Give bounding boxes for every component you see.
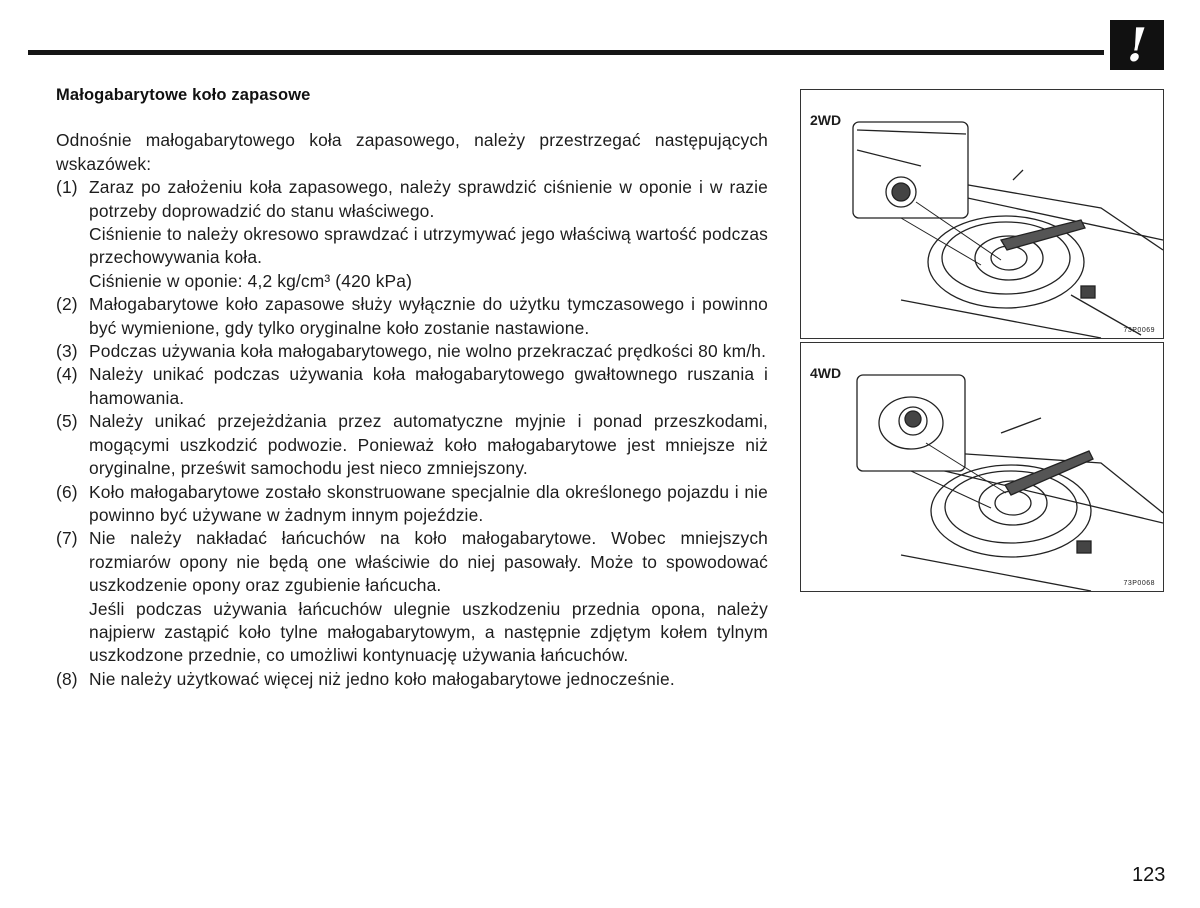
item-text: Nie należy użytkować więcej niż jedno koło małogabarytowe jednocześnie.	[89, 668, 675, 689]
item-number: (6)	[56, 481, 78, 502]
page-number: 123	[1132, 864, 1166, 886]
item-text: Podczas używania koła małogabarytowego, nie wolno przekraczać prędkości 80 km/h.	[89, 341, 767, 362]
spare-wheel-illustration-4wd	[801, 343, 1163, 591]
figure-label: 4WD	[810, 365, 842, 381]
item-text: Należy unikać podczas używania koła małogabarytowego gwałtownego ruszania i hamowania.	[89, 364, 768, 408]
figure-code: 73P0069	[1123, 327, 1155, 334]
main-text	[56, 84, 768, 691]
item-number: (7)	[56, 528, 78, 549]
list-item	[56, 176, 768, 293]
item-text: Jeśli podczas używania łańcuchów ulegnie uszkodzeniu przednia opona, należy najpierw zastąpić koło tylne małogabarytowym, a następnie zdjętym kołem tylnym uszkodzone przednie, co umożliwi kontynuację używania łańcuchów.	[89, 598, 768, 666]
item-number: (8)	[56, 668, 78, 689]
item-number: (2)	[56, 294, 78, 315]
warning-icon: !	[1110, 20, 1164, 70]
item-text: Ciśnienie w oponie: 4,2 kg/cm³ (420 kPa)	[89, 270, 413, 291]
figure-4wd	[800, 342, 1164, 592]
header-rule	[28, 50, 1104, 55]
list-item	[56, 481, 768, 528]
item-number: (5)	[56, 411, 78, 432]
item-text: Należy unikać przejeżdżania przez automatyczne myjnie i ponad przeszkodami, mogącymi uszkodzić podwozie. Ponieważ koło małogabarytowe jest mniejsze niż oryginalne, prześwit samochodu jest nieco zmniejszony.	[89, 411, 768, 479]
list-item	[56, 668, 768, 691]
spare-wheel-illustration-2wd	[801, 90, 1163, 338]
item-text: Małogabarytowe koło zapasowe służy wyłącznie do użytku tymczasowego i powinno być wymienione, gdy tylko oryginalne koło zostanie nastawione.	[89, 294, 768, 338]
list-item	[56, 363, 768, 410]
list-item	[56, 340, 768, 363]
item-text: Zaraz po założeniu koła zapasowego, należy sprawdzić ciśnienie w oponie i w razie potrzeby doprowadzić do stanu właściwego.	[89, 177, 768, 221]
figure-2wd	[800, 89, 1164, 339]
item-text: Nie należy nakładać łańcuchów na koło małogabarytowe. Wobec mniejszych rozmiarów opony nie będą one właściwie do niej pasowały. Może to spowodować uszkodzenie opony oraz zgubienie łańcucha.	[89, 528, 768, 596]
list-item	[56, 293, 768, 340]
item-number: (4)	[56, 364, 78, 385]
item-number: (3)	[56, 341, 78, 362]
section-title: Małogabarytowe koło zapasowe	[56, 86, 311, 104]
figure-label: 2WD	[810, 112, 842, 128]
figure-code: 73P0068	[1123, 580, 1155, 587]
list-item	[56, 527, 768, 667]
item-text: Koło małogabarytowe zostało skonstruowane specjalnie dla określonego pojazdu i nie powinno być używane w żadnym innym pojeździe.	[89, 481, 768, 525]
intro-paragraph: Odnośnie małogabarytowego koła zapasowego, należy przestrzegać następujących wskazówek:	[56, 130, 768, 174]
item-number: (1)	[56, 177, 78, 198]
item-text: Ciśnienie to należy okresowo sprawdzać i utrzymywać jego właściwą wartość podczas przechowywania koła.	[89, 224, 768, 268]
list-item	[56, 410, 768, 480]
